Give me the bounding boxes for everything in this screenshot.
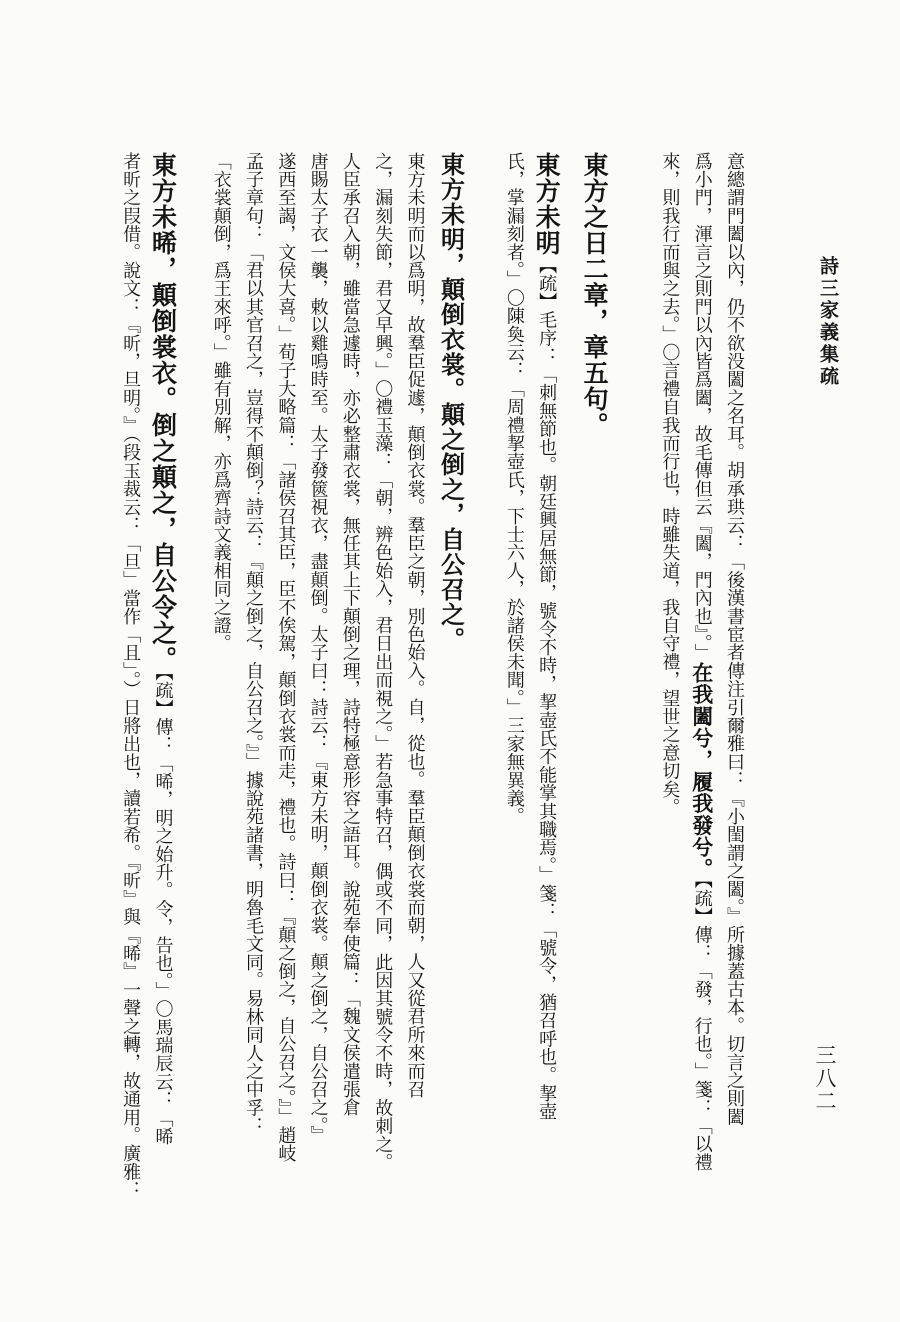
commentary-text: 【疏】毛序：「刺無節也。朝廷興居無節，號令不時，挈壺氏不能掌其職焉。」箋：「號令，猶召呼也。挈壺	[536, 256, 558, 1121]
text-column	[334, 152, 366, 1252]
text-column	[269, 152, 301, 1252]
commentary-text: 【疏】傳：「發，行也。」箋：「以禮	[691, 879, 713, 1172]
text-run: 「衣裳顛倒，爲王來呼。」雖有別解，亦爲齊詩文義相同之證。	[210, 152, 232, 653]
text-run: 意總謂門闔以內，仍不欲没闔之名耳。胡承珙云：「後漢書宦者傳注引爾雅曰：『小閨謂之闔。』所據蓋古本。切言之則闔	[724, 152, 745, 1126]
text-run: 之，漏刻失節，君又早興。」〇禮玉藻：「朝，辨色始入，君日出而視之。」若急事特召，偶或不同，此因其號令不時，故刺之。	[372, 152, 394, 1172]
text-column	[237, 152, 269, 1252]
poem-title: 東方未明	[532, 152, 562, 256]
text-run: 東方未明而以爲明，故羣臣促遽，顛倒衣裳。羣臣之朝，別色始入。自，從也。羣臣顛倒衣裳而朝，人又從君所來而召	[404, 152, 426, 1099]
page-number: 三八二	[813, 1044, 837, 1113]
text-column	[114, 152, 146, 1252]
text-column	[146, 152, 204, 1252]
text-run: 孟子章句：「君以其官召之，豈得不顛倒？詩云：『顛之倒之，自公召之。』」據說苑諸書，明魯毛文同。易林同人之中孚：	[243, 152, 265, 1135]
text-run: 東方之日二章，章五句。	[580, 152, 610, 438]
verse-column	[431, 152, 498, 1252]
text-column	[204, 152, 236, 1252]
text-column	[685, 152, 717, 1252]
text-column	[498, 152, 530, 1252]
text-column	[653, 152, 685, 1252]
commentary-text: 【疏】傳：「晞，明之始升。令，告也。」〇馬瑞辰云：「晞	[152, 672, 174, 1146]
text-column	[301, 152, 333, 1252]
chapter-summary	[574, 152, 653, 1252]
header-title: 詩三家義集疏	[817, 256, 839, 388]
text-column	[530, 152, 574, 1252]
text-run: 遂西至謁，文侯大喜。」荀子大略篇：「諸侯召其臣，臣不俟駕，顛倒衣裳而走，禮也。詩曰：『顛之倒之，自公召之。』」趙岐	[275, 152, 297, 1163]
verse-text: 東方未晞，顛倒裳衣。倒之顛之，自公令之。	[148, 152, 178, 672]
page-body	[120, 152, 750, 1260]
verse-text: 東方未明，顛倒衣裳。顛之倒之，自公召之。	[436, 152, 466, 652]
text-column	[718, 152, 750, 1252]
text-run: 唐賜太子衣一襲，敕以雞鳴時至。太子發篋視衣，盡顛倒。太子曰：詩云：『東方未明，顛倒衣裳。顛之倒之，自公召之。』	[307, 152, 329, 1144]
text-run: 爲小門，渾言之則門以內皆爲闔，故毛傳但云『闔，門內也』。」	[691, 152, 713, 662]
text-column	[366, 152, 398, 1252]
text-run: 者昕之叚借。說文：『昕，旦明。』（段玉裁云：「旦」當作「且」。）日將出也，讀若希。『昕』與『晞』一聲之轉，故通用。廣雅：	[120, 152, 142, 1199]
text-run: 人臣承召入朝，雖當急遽時，亦必整肅衣裳，無任其上下顛倒之理，詩特極意形容之語耳。說苑奉使篇：「魏文侯遣張倉	[339, 152, 361, 1117]
text-run: 氏，掌漏刻者。」〇陳奐云：「周禮挈壺氏，下士六人，於諸侯未聞。」三家無異義。	[503, 152, 525, 826]
verse-text: 在我闔兮，履我發兮。	[689, 661, 715, 880]
text-column	[398, 152, 430, 1252]
text-run: 來，則我行而與之去。」〇言禮自我而行也，時雖失道，我自守禮，望世之意切矣。	[659, 152, 681, 817]
